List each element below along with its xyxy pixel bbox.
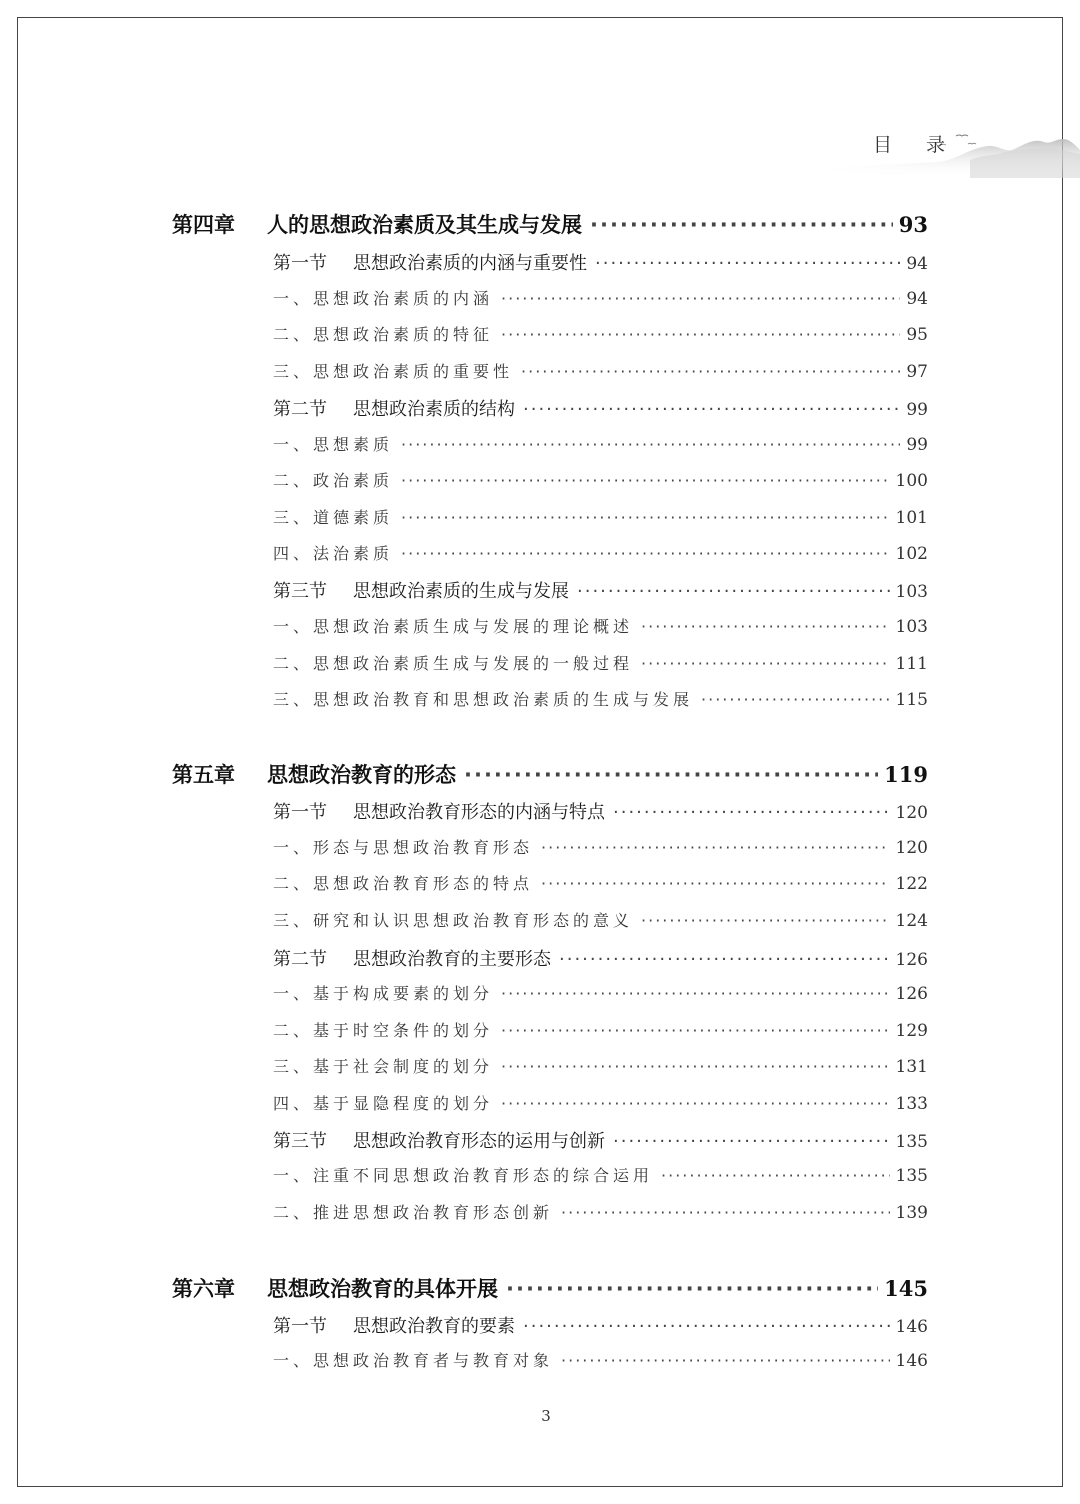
section-number: 第三节 (273, 1131, 327, 1152)
leader-dots (521, 362, 900, 381)
chapter-page: 93 (898, 212, 928, 237)
toc-item[interactable] (273, 614, 928, 637)
item-title: 一、注重不同思想政治教育形态的综合运用 (273, 1166, 654, 1185)
toc-item[interactable] (273, 541, 928, 564)
leader-dots (613, 802, 890, 823)
section-page: 146 (895, 1317, 928, 1337)
item-page: 103 (895, 617, 928, 637)
item-page: 133 (895, 1094, 928, 1114)
leader-dots (613, 1131, 890, 1152)
leader-dots (464, 763, 878, 787)
item-title: 二、思想政治教育形态的特点 (273, 874, 534, 893)
item-title: 一、思想政治教育者与教育对象 (273, 1351, 554, 1370)
item-page: 146 (895, 1351, 928, 1371)
section-title: 思想政治教育形态的内涵与特点 (353, 802, 605, 823)
toc-item[interactable] (273, 908, 928, 931)
leader-dots (559, 949, 890, 970)
section-number: 第一节 (273, 1316, 327, 1337)
section-title: 思想政治教育的主要形态 (353, 949, 551, 970)
toc-item[interactable] (273, 1091, 928, 1114)
leader-dots (506, 1277, 878, 1301)
section-title: 思想政治教育形态的运用与创新 (353, 1131, 605, 1152)
item-page: 102 (895, 544, 928, 564)
toc-section[interactable] (273, 945, 928, 971)
leader-dots (641, 617, 890, 636)
toc-item[interactable] (273, 322, 928, 345)
item-page: 99 (906, 435, 928, 455)
leader-dots (501, 325, 900, 344)
toc-item[interactable] (273, 286, 928, 309)
toc-item[interactable] (273, 871, 928, 894)
leader-dots (523, 1316, 890, 1337)
item-title: 一、形态与思想政治教育形态 (273, 838, 534, 857)
item-title: 三、思想政治教育和思想政治素质的生成与发展 (273, 690, 694, 709)
section-title: 思想政治素质的生成与发展 (353, 581, 569, 602)
section-number: 第三节 (273, 581, 327, 602)
item-page: 135 (895, 1166, 928, 1186)
leader-dots (401, 508, 890, 527)
leader-dots (661, 1166, 890, 1185)
toc-item[interactable] (273, 1200, 928, 1223)
toc-section[interactable] (273, 577, 928, 603)
toc-chapter-4[interactable] (172, 209, 928, 239)
leader-dots (523, 399, 900, 420)
toc-section[interactable] (273, 1127, 928, 1153)
toc-item[interactable] (273, 359, 928, 382)
section-number: 第一节 (273, 253, 327, 274)
item-page: 129 (895, 1021, 928, 1041)
toc-item[interactable] (273, 505, 928, 528)
item-page: 126 (895, 984, 928, 1004)
item-page: 120 (895, 838, 928, 858)
leader-dots (577, 581, 890, 602)
item-title: 三、道德素质 (273, 508, 394, 527)
item-page: 97 (906, 362, 928, 382)
toc-item[interactable] (273, 687, 928, 710)
leader-dots (501, 1094, 890, 1113)
section-number: 第二节 (273, 399, 327, 420)
toc-item[interactable] (273, 1163, 928, 1186)
item-title: 一、思想政治素质的内涵 (273, 289, 494, 308)
leader-dots (501, 984, 890, 1003)
leader-dots (501, 1021, 890, 1040)
toc-item[interactable] (273, 651, 928, 674)
toc-section[interactable] (273, 1312, 928, 1338)
leader-dots (590, 213, 893, 237)
section-page: 126 (895, 950, 928, 970)
leader-dots (641, 911, 890, 930)
toc-section[interactable] (273, 249, 928, 275)
chapter-page: 119 (884, 762, 928, 787)
item-page: 139 (895, 1203, 928, 1223)
chapter-title: 人的思想政治素质及其生成与发展 (267, 213, 582, 237)
item-title: 一、思想政治素质生成与发展的理论概述 (273, 617, 634, 636)
item-title: 一、思想素质 (273, 435, 394, 454)
section-title: 思想政治教育的要素 (353, 1316, 515, 1337)
section-page: 120 (895, 803, 928, 823)
leader-dots (501, 1057, 890, 1076)
item-page: 101 (895, 508, 928, 528)
leader-dots (501, 289, 900, 308)
chapter-title: 思想政治教育的形态 (267, 763, 456, 787)
item-title: 四、法治素质 (273, 544, 394, 563)
leader-dots (401, 435, 900, 454)
toc-item[interactable] (273, 981, 928, 1004)
item-page: 95 (906, 325, 928, 345)
section-page: 135 (895, 1132, 928, 1152)
toc-item[interactable] (273, 1054, 928, 1077)
section-page: 103 (895, 582, 928, 602)
header-title: 目 录 (873, 134, 960, 156)
item-title: 二、基于时空条件的划分 (273, 1021, 494, 1040)
item-title: 三、思想政治素质的重要性 (273, 362, 514, 381)
item-title: 二、思想政治素质的特征 (273, 325, 494, 344)
leader-dots (401, 544, 890, 563)
leader-dots (561, 1351, 890, 1370)
toc-item[interactable] (273, 1018, 928, 1041)
leader-dots (595, 253, 900, 274)
toc-item[interactable] (273, 835, 928, 858)
item-title: 二、政治素质 (273, 471, 394, 490)
leader-dots (541, 874, 890, 893)
chapter-number: 第五章 (172, 763, 235, 787)
leader-dots (541, 838, 890, 857)
toc-chapter-5[interactable] (172, 759, 928, 789)
chapter-page: 145 (884, 1276, 928, 1301)
item-page: 94 (906, 289, 928, 309)
item-page: 124 (895, 911, 928, 931)
leader-dots (701, 690, 890, 709)
item-title: 三、研究和认识思想政治教育形态的意义 (273, 911, 634, 930)
item-page: 115 (895, 690, 928, 710)
chapter-number: 第四章 (172, 213, 235, 237)
item-page: 111 (895, 654, 928, 674)
section-title: 思想政治素质的结构 (353, 399, 515, 420)
item-title: 四、基于显隐程度的划分 (273, 1094, 494, 1113)
section-page: 99 (906, 400, 928, 420)
toc-item[interactable] (273, 1348, 928, 1371)
toc-item[interactable] (273, 432, 928, 455)
section-number: 第二节 (273, 949, 327, 970)
item-title: 三、基于社会制度的划分 (273, 1057, 494, 1076)
toc-section[interactable] (273, 798, 928, 824)
item-page: 131 (895, 1057, 928, 1077)
page-number: 3 (541, 1407, 551, 1425)
section-page: 94 (906, 254, 928, 274)
chapter-number: 第六章 (172, 1277, 235, 1301)
item-page: 122 (895, 874, 928, 894)
toc-item[interactable] (273, 468, 928, 491)
item-title: 二、推进思想政治教育形态创新 (273, 1203, 554, 1222)
section-number: 第一节 (273, 802, 327, 823)
section-title: 思想政治素质的内涵与重要性 (353, 253, 587, 274)
leader-dots (561, 1203, 890, 1222)
item-title: 一、基于构成要素的划分 (273, 984, 494, 1003)
toc-section[interactable] (273, 395, 928, 421)
toc-chapter-6[interactable] (172, 1273, 928, 1303)
chapter-title: 思想政治教育的具体开展 (267, 1277, 498, 1301)
item-title: 二、思想政治素质生成与发展的一般过程 (273, 654, 634, 673)
item-page: 100 (895, 471, 928, 491)
leader-dots (401, 471, 890, 490)
leader-dots (641, 654, 890, 673)
